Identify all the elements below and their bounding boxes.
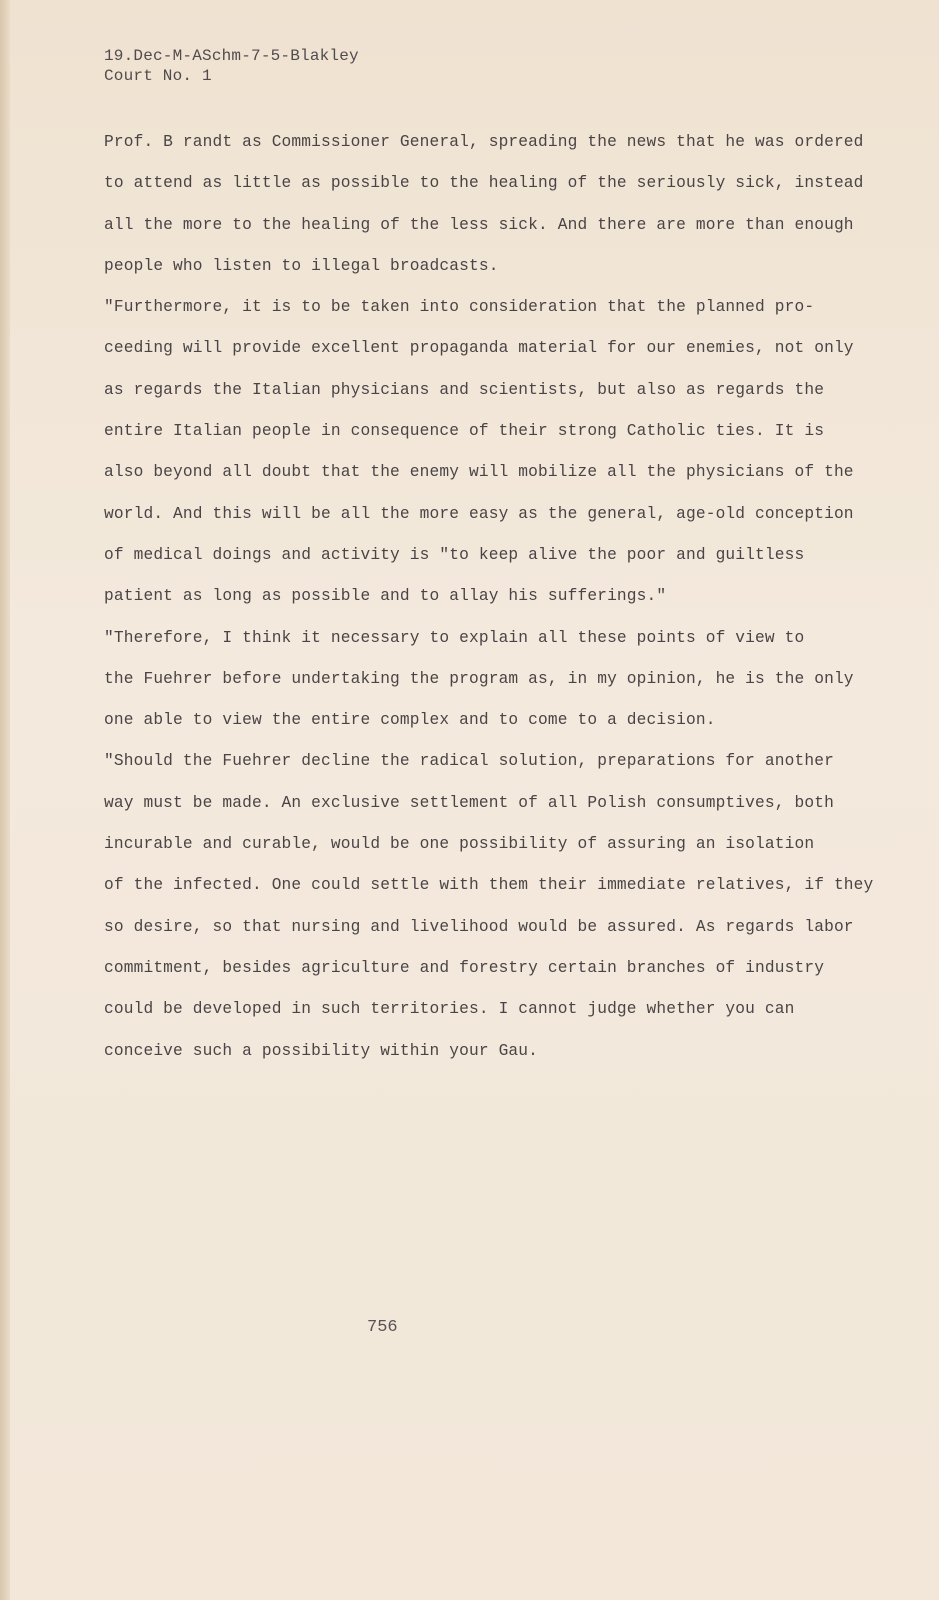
text-line: also beyond all doubt that the enemy will mobilize all the physicians of the (104, 463, 854, 482)
text-line: "Should the Fuehrer decline the radical solution, preparations for another (104, 752, 834, 771)
text-line: patient as long as possible and to allay his sufferings." (104, 587, 667, 606)
text-line: all the more to the healing of the less sick. And there are more than enough (104, 215, 854, 234)
text-line: way must be made. An exclusive settlement of all Polish consumptives, both (104, 793, 834, 812)
page-number: 756 (367, 1318, 398, 1337)
header-court: Court No. 1 (104, 67, 212, 85)
text-line: as regards the Italian physicians and scientists, but also as regards the (104, 380, 825, 399)
text-line: ceeding will provide excellent propaganda material for our enemies, not only (104, 339, 854, 358)
text-line: so desire, so that nursing and livelihood would be assured. As regards labor (104, 917, 854, 936)
text-line: the Fuehrer before undertaking the program as, in my opinion, he is the only (104, 669, 854, 688)
text-line: "Therefore, I think it necessary to explain all these points of view to (104, 628, 805, 647)
text-line: world. And this will be all the more easy as the general, age-old conception (104, 504, 854, 523)
text-line: entire Italian people in consequence of their strong Catholic ties. It is (104, 422, 825, 441)
text-line: "Furthermore, it is to be taken into consideration that the planned pro- (104, 298, 815, 317)
body-text (104, 122, 904, 1072)
text-line: commitment, besides agriculture and forestry certain branches of industry (104, 958, 825, 977)
document-header (104, 46, 359, 86)
page-edge (0, 0, 10, 1600)
text-line: Prof. B randt as Commissioner General, spreading the news that he was ordered (104, 133, 864, 151)
header-reference: 19.Dec-M-ASchm-7-5-Blakley (104, 47, 359, 65)
text-line: one able to view the entire complex and to come to a decision. (104, 711, 716, 730)
text-line: conceive such a possibility within your Gau. (104, 1041, 539, 1060)
text-line: of the infected. One could settle with them their immediate relatives, if they (104, 876, 874, 895)
text-line: could be developed in such territories. I cannot judge whether you can (104, 1000, 795, 1019)
text-line: people who listen to illegal broadcasts. (104, 256, 499, 275)
text-line: of medical doings and activity is "to keep alive the poor and guiltless (104, 545, 805, 564)
text-line: to attend as little as possible to the healing of the seriously sick, instead (104, 174, 864, 193)
text-line: incurable and curable, would be one possibility of assuring an isolation (104, 835, 815, 854)
